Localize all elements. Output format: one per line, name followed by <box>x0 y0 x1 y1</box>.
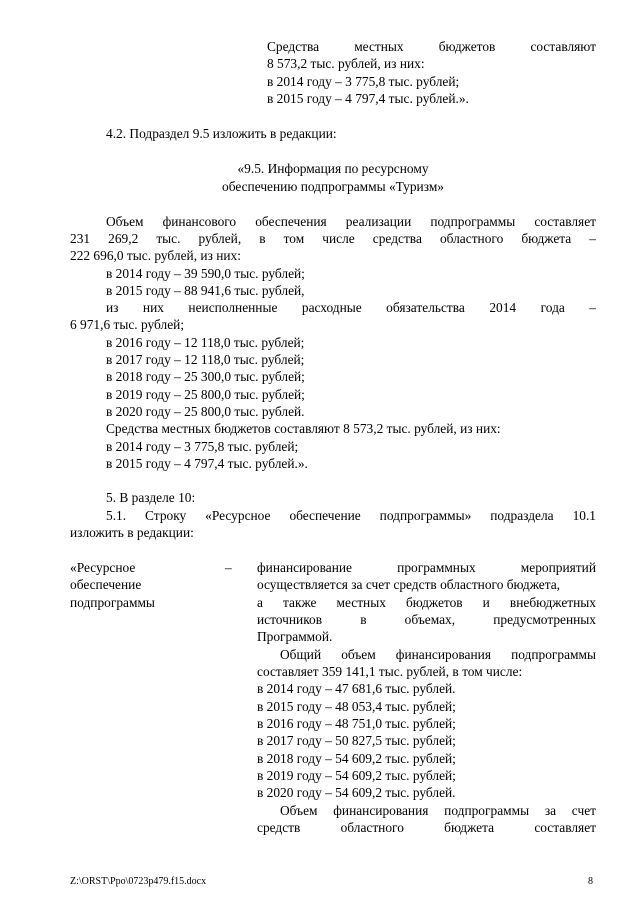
table-right-line: Общий объем финансирования подпрограммы <box>280 647 596 662</box>
year-line: в 2014 году – 39 590,0 тыс. рублей; <box>106 266 305 281</box>
table-left-cell: обеспечение <box>70 577 142 592</box>
top-block-line: в 2015 году – 4 797,4 тыс. рублей.». <box>267 91 469 106</box>
table-left-cell: подпрограммы <box>70 595 155 610</box>
year-line: в 2016 году – 12 118,0 тыс. рублей; <box>106 335 305 350</box>
top-block-line: Средства местных бюджетов составляют <box>267 39 596 54</box>
table-right-line: а также местных бюджетов и внебюджетных <box>257 595 596 610</box>
top-block-line: 8 573,2 тыс. рублей, из них: <box>267 56 425 71</box>
table-dash: – <box>225 560 232 575</box>
footer-file-path: Z:\ORST\Ppo\0723p479.f15.docx <box>70 876 207 887</box>
year-line: в 2015 году – 4 797,4 тыс. рублей.». <box>106 456 308 471</box>
paragraph-line: Средства местных бюджетов составляют 8 573,2 тыс. рублей, из них: <box>106 421 501 436</box>
paragraph-line: 231 269,2 тыс. рублей, в том числе средства областного бюджета – <box>70 231 596 246</box>
year-line: в 2018 году – 25 300,0 тыс. рублей; <box>106 369 305 384</box>
year-line: в 2017 году – 12 118,0 тыс. рублей; <box>106 352 305 367</box>
table-right-line: Программой. <box>257 629 333 644</box>
paragraph-line: 222 696,0 тыс. рублей, из них: <box>70 248 241 263</box>
table-right-line: в 2018 году – 54 609,2 тыс. рублей; <box>257 751 456 766</box>
table-right-line: в 2015 году – 48 053,4 тыс. рублей; <box>257 699 456 714</box>
section-heading: обеспечению подпрограммы «Туризм» <box>222 179 444 194</box>
year-line: в 2015 году – 88 941,6 тыс. рублей, <box>106 283 305 298</box>
section-5-1: изложить в редакции: <box>70 525 194 540</box>
table-right-line: в 2020 году – 54 609,2 тыс. рублей. <box>257 785 456 800</box>
section-heading: «9.5. Информация по ресурсному <box>237 161 429 176</box>
section-4-2: 4.2. Подраздел 9.5 изложить в редакции: <box>106 126 337 141</box>
paragraph-line: 6 971,6 тыс. рублей; <box>70 317 185 332</box>
table-right-line: Объем финансирования подпрограммы за счет <box>280 803 596 818</box>
table-right-line: в 2016 году – 48 751,0 тыс. рублей; <box>257 716 456 731</box>
year-line: в 2020 году – 25 800,0 тыс. рублей. <box>106 404 305 419</box>
table-right-line: осуществляется за счет средств областного бюджета, <box>257 577 561 592</box>
table-right-line: источников в объемах, предусмотренных <box>257 612 596 627</box>
table-right-line: финансирование программных мероприятий <box>257 560 596 575</box>
year-line: в 2014 году – 3 775,8 тыс. рублей; <box>106 439 299 454</box>
section-5-1: 5.1. Строку «Ресурсное обеспечение подпрограммы» подраздела 10.1 <box>106 508 596 523</box>
table-right-line: составляет 359 141,1 тыс. рублей, в том числе: <box>257 664 523 679</box>
table-left-cell: «Ресурсное <box>70 560 136 575</box>
table-right-line: в 2014 году – 47 681,6 тыс. рублей. <box>257 681 456 696</box>
section-5: 5. В разделе 10: <box>106 490 196 505</box>
top-block-line: в 2014 году – 3 775,8 тыс. рублей; <box>267 74 460 89</box>
table-right-line: в 2017 году – 50 827,5 тыс. рублей; <box>257 733 456 748</box>
paragraph-line: Объем финансового обеспечения реализации подпрограммы составляет <box>106 214 596 229</box>
table-right-line: средств областного бюджета составляет <box>257 820 596 835</box>
table-right-line: в 2019 году – 54 609,2 тыс. рублей; <box>257 768 456 783</box>
year-line: в 2019 году – 25 800,0 тыс. рублей; <box>106 387 305 402</box>
paragraph-line: из них неисполненные расходные обязательства 2014 года – <box>106 300 596 315</box>
page-number: 8 <box>588 876 593 887</box>
